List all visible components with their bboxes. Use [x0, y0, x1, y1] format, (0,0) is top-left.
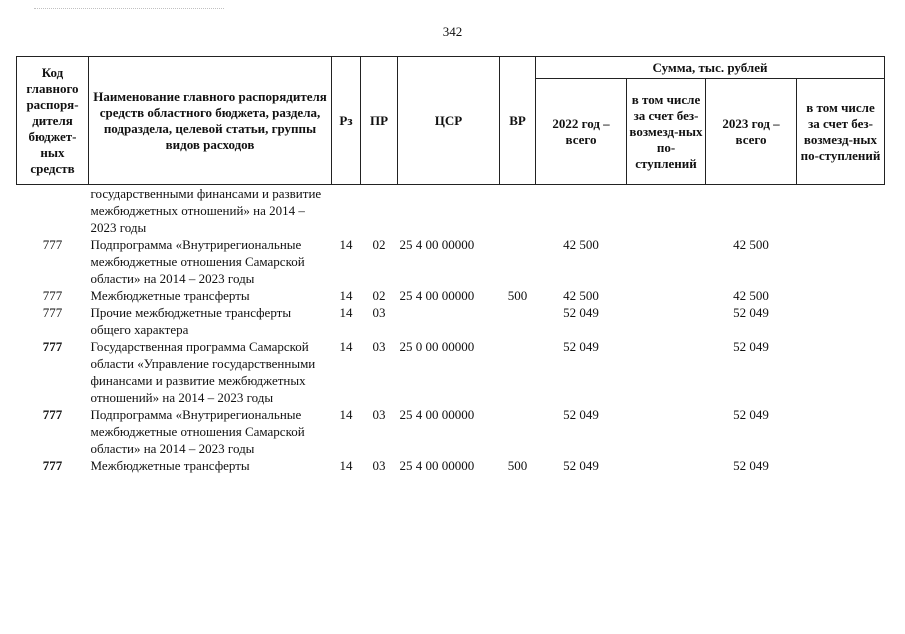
header-name: Наименование главного распорядителя средств областного бюджета, раздела, подраздела, целевой статьи, группы видов расходов: [89, 57, 332, 185]
cell-2022-gratuitous: [627, 338, 706, 406]
scan-artifact: [34, 8, 224, 15]
budget-table: [16, 56, 885, 474]
cell-vr: [500, 338, 536, 406]
cell-2022-gratuitous: [627, 457, 706, 474]
cell-pr: 02: [372, 237, 386, 252]
cell-2023-total: 42 500: [733, 288, 769, 303]
cell-2022-gratuitous: [627, 287, 706, 304]
cell-code: 777: [42, 237, 63, 252]
cell-vr: [500, 236, 536, 287]
cell-2022-total: 52 049: [563, 407, 599, 422]
cell-code: [17, 185, 89, 237]
table-row: [17, 338, 885, 406]
cell-2023-total: 52 049: [733, 339, 769, 354]
cell-2023-gratuitous: [797, 236, 885, 287]
cell-pr: [361, 185, 398, 237]
cell-pr: 03: [372, 458, 386, 473]
cell-vr: [500, 406, 536, 457]
cell-vr: 500: [507, 288, 528, 303]
cell-csr: 25 4 00 00000: [399, 288, 475, 303]
cell-name: Межбюджетные трансферты: [90, 458, 250, 473]
cell-code: 777: [42, 339, 63, 354]
header-rz: Рз: [332, 57, 361, 185]
header-2023-total: 2023 год – всего: [706, 79, 797, 185]
cell-2023-gratuitous: [797, 287, 885, 304]
cell-code: 777: [42, 305, 63, 320]
cell-2023-gratuitous: [797, 185, 885, 237]
header-2022-total: 2022 год – всего: [536, 79, 627, 185]
page-number: 342: [442, 24, 463, 39]
table-row: [17, 406, 885, 457]
cell-csr: 25 0 00 00000: [399, 339, 475, 354]
cell-pr: 03: [372, 305, 386, 320]
cell-2022-total: 42 500: [563, 237, 599, 252]
header-code: Код главного распоря-дителя бюджет-ных средств: [17, 57, 89, 185]
table-row: [17, 304, 885, 338]
cell-2023-gratuitous: [797, 304, 885, 338]
cell-rz: 14: [339, 288, 353, 303]
cell-vr: 500: [507, 458, 528, 473]
cell-2022-total: 42 500: [563, 288, 599, 303]
header-2023-gratuitous: в том числе за счет без-возмезд-ных по-ступлений: [797, 79, 885, 185]
cell-csr: 25 4 00 00000: [399, 237, 475, 252]
cell-rz: 14: [339, 305, 353, 320]
cell-2023-total: 52 049: [733, 458, 769, 473]
cell-vr: [500, 185, 536, 237]
cell-2022-total: [536, 185, 627, 237]
cell-2023-total: 52 049: [733, 407, 769, 422]
cell-rz: 14: [339, 339, 353, 354]
cell-pr: 03: [372, 339, 386, 354]
cell-2023-gratuitous: [797, 338, 885, 406]
cell-2022-total: 52 049: [563, 458, 599, 473]
cell-2022-gratuitous: [627, 185, 706, 237]
cell-rz: [332, 185, 361, 237]
header-csr: ЦСР: [398, 57, 500, 185]
cell-code: 777: [42, 407, 63, 422]
cell-2022-gratuitous: [627, 304, 706, 338]
header-sum-group: Сумма, тыс. рублей: [536, 57, 885, 79]
cell-csr: 25 4 00 00000: [399, 458, 475, 473]
cell-2022-gratuitous: [627, 406, 706, 457]
cell-name: Подпрограмма «Внутрирегиональные межбюджетные отношения Самарской области» на 2014 – 2023 годы: [90, 407, 305, 456]
cell-vr: [500, 304, 536, 338]
cell-2023-gratuitous: [797, 457, 885, 474]
cell-2023-total: [706, 185, 797, 237]
cell-2022-gratuitous: [627, 236, 706, 287]
cell-rz: 14: [339, 458, 353, 473]
cell-2023-total: 42 500: [733, 237, 769, 252]
cell-csr: [398, 304, 500, 338]
cell-name: Государственная программа Самарской области «Управление государственными финансами и развитие межбюджетных отношений» на 2014 – 2023 годы: [90, 339, 316, 405]
cell-2022-total: 52 049: [563, 305, 599, 320]
header-vr: ВР: [500, 57, 536, 185]
cell-name: Прочие межбюджетные трансферты общего характера: [90, 305, 292, 337]
cell-2023-total: 52 049: [733, 305, 769, 320]
table-row: [17, 185, 885, 237]
cell-2023-gratuitous: [797, 406, 885, 457]
table-row: [17, 236, 885, 287]
table-row: [17, 457, 885, 474]
table-header: [17, 57, 885, 185]
table-body: [17, 185, 885, 475]
cell-code: 777: [42, 288, 63, 303]
cell-name: Подпрограмма «Внутрирегиональные межбюджетные отношения Самарской области» на 2014 – 2023 годы: [90, 237, 305, 286]
cell-code: 777: [42, 458, 63, 473]
cell-csr: [398, 185, 500, 237]
table-row: [17, 287, 885, 304]
cell-rz: 14: [339, 407, 353, 422]
cell-pr: 03: [372, 407, 386, 422]
cell-name: государственными финансами и развитие межбюджетных отношений» на 2014 – 2023 годы: [90, 186, 322, 235]
cell-2022-total: 52 049: [563, 339, 599, 354]
cell-pr: 02: [372, 288, 386, 303]
cell-rz: 14: [339, 237, 353, 252]
cell-csr: 25 4 00 00000: [399, 407, 475, 422]
cell-name: Межбюджетные трансферты: [90, 288, 250, 303]
header-2022-gratuitous: в том числе за счет без-возмезд-ных по-ступлений: [627, 79, 706, 185]
header-pr: ПР: [361, 57, 398, 185]
